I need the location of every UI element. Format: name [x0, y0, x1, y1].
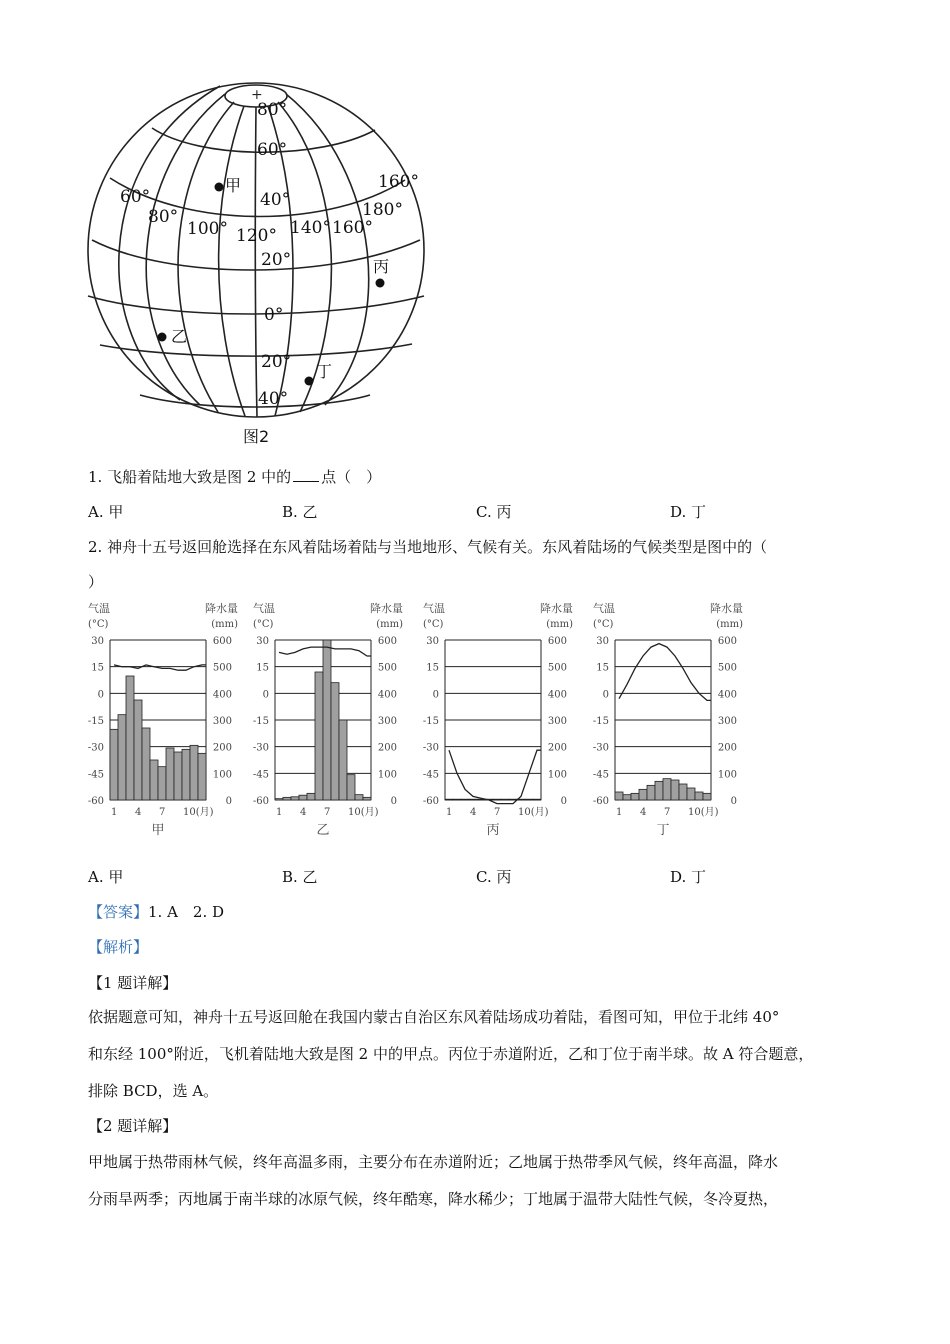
- chart-name-label: 丁: [656, 823, 670, 838]
- precip-bar: [150, 760, 158, 800]
- point-bing-label: 丙: [373, 257, 390, 276]
- precip-tick-label: 500: [212, 662, 232, 674]
- temp-tick-label: -45: [252, 769, 269, 781]
- temperature-line: [449, 750, 541, 803]
- latitude-labels: [257, 100, 291, 409]
- precip-tick-label: 500: [547, 662, 567, 674]
- precip-tick-label: 100: [377, 769, 397, 781]
- month-tick-label: 4: [640, 807, 647, 818]
- question-2-stem-end: ）: [88, 573, 104, 591]
- y-right-unit: (mm): [716, 619, 743, 630]
- precip-bar: [174, 752, 182, 800]
- month-tick-label: 7: [664, 807, 671, 818]
- lat-label: 80°: [257, 100, 288, 120]
- precip-tick-label: 300: [717, 716, 737, 727]
- precip-bar: [525, 799, 533, 800]
- chart-name-label: 甲: [151, 823, 165, 838]
- answer-blank: [293, 469, 319, 482]
- month-tick-label: 4: [470, 807, 477, 818]
- climate-charts: [80, 596, 760, 844]
- temp-tick-label: 15: [256, 662, 269, 674]
- precip-bar: [647, 785, 655, 800]
- lon-label: 140°: [290, 218, 331, 238]
- precip-tick-label: 600: [212, 636, 232, 647]
- precip-tick-label: 0: [730, 796, 737, 807]
- precip-tick-label: 200: [377, 742, 397, 754]
- month-tick-label: 7: [324, 807, 331, 818]
- y-right-label: 降水量: [205, 602, 238, 615]
- lon-label: 160°: [378, 172, 419, 192]
- y-right-unit: (mm): [211, 619, 238, 630]
- q2-option-b[interactable]: B. 乙: [282, 868, 318, 886]
- y-left-unit: (°C): [423, 619, 444, 630]
- precip-bar: [299, 795, 307, 800]
- temp-tick-label: -60: [87, 796, 104, 807]
- precip-bar: [533, 799, 541, 800]
- month-tick-label: 10(月): [518, 807, 549, 818]
- analysis-tag: 【解析】: [88, 938, 149, 956]
- q2-option-c[interactable]: C. 丙: [476, 868, 512, 886]
- month-tick-label: 1: [616, 807, 623, 818]
- precip-bar: [663, 779, 671, 800]
- precip-tick-label: 0: [560, 796, 567, 807]
- temp-tick-label: 30: [596, 636, 609, 647]
- precip-tick-label: 400: [377, 689, 397, 701]
- temp-tick-label: -45: [592, 769, 609, 781]
- temp-tick-label: -30: [592, 742, 609, 754]
- question-1-stem: [88, 466, 381, 487]
- precip-tick-label: 600: [547, 636, 567, 647]
- q2-option-d[interactable]: D. 丁: [670, 868, 707, 886]
- lat-label: 20°: [261, 352, 292, 372]
- y-left-label: 气温: [593, 602, 615, 615]
- lat-label: 60°: [257, 140, 288, 160]
- precip-bar: [703, 793, 711, 800]
- precip-bar: [461, 799, 469, 800]
- q1-option-d[interactable]: D. 丁: [670, 503, 707, 521]
- precip-bar: [283, 797, 291, 800]
- lat-label: 20°: [261, 250, 292, 270]
- point-yi-label: 乙: [171, 327, 188, 346]
- svg-text:+: +: [251, 87, 263, 103]
- precip-bar: [166, 748, 174, 800]
- precip-bar: [679, 784, 687, 800]
- y-right-unit: (mm): [376, 619, 403, 630]
- precip-tick-label: 300: [377, 716, 397, 727]
- detail-2-line: 甲地属于热带雨林气候，终年高温多雨，主要分布在赤道附近；乙地属于热带季风气候，终年高温，降水: [88, 1153, 779, 1171]
- temp-tick-label: -60: [592, 796, 609, 807]
- lon-label: 100°: [187, 219, 228, 239]
- precip-bar: [323, 640, 331, 800]
- month-tick-label: 7: [159, 807, 166, 818]
- temp-tick-label: 30: [256, 636, 269, 647]
- detail-2-tag: 【2 题详解】: [88, 1117, 178, 1135]
- q1-option-b[interactable]: B. 乙: [282, 503, 318, 521]
- temp-tick-label: -45: [422, 769, 439, 781]
- precip-tick-label: 300: [212, 716, 232, 727]
- precip-bar: [275, 799, 283, 800]
- precip-bar: [291, 797, 299, 800]
- precip-tick-label: 400: [717, 689, 737, 701]
- detail-1-tag: 【1 题详解】: [88, 974, 178, 992]
- precip-tick-label: 500: [377, 662, 397, 674]
- detail-2-line: 分雨旱两季；丙地属于南半球的冰原气候，终年酷寒，降水稀少；丁地属于温带大陆性气候，冬冷夏热，: [88, 1190, 779, 1208]
- temp-tick-label: -15: [87, 716, 104, 727]
- temp-tick-label: -30: [422, 742, 439, 754]
- point-bing-dot: [376, 279, 385, 288]
- temp-tick-label: 15: [426, 662, 439, 674]
- answer-text: 1. A 2. D: [148, 903, 225, 921]
- point-jia-dot: [215, 183, 224, 192]
- precip-bar: [347, 775, 355, 800]
- precip-tick-label: 600: [717, 636, 737, 647]
- question-2-stem: 2. 神舟十五号返回舱选择在东风着陆场着陆与当地地形、气候有关。东风着陆场的气候类型是图中的（: [88, 538, 768, 556]
- precip-tick-label: 100: [547, 769, 567, 781]
- precip-tick-label: 200: [212, 742, 232, 754]
- precip-bar: [110, 729, 118, 800]
- q1-option-a[interactable]: A. 甲: [88, 503, 124, 521]
- precip-bar: [118, 715, 126, 800]
- y-left-label: 气温: [253, 602, 275, 615]
- precip-bar: [331, 683, 339, 800]
- y-left-label: 气温: [88, 602, 110, 615]
- precip-bar: [615, 792, 623, 800]
- precip-bar: [198, 753, 206, 800]
- temp-tick-label: -60: [252, 796, 269, 807]
- chart-name-label: 丙: [486, 823, 500, 838]
- precip-bar: [142, 728, 150, 800]
- point-jia-label: 甲: [225, 176, 242, 195]
- temp-tick-label: -45: [87, 769, 104, 781]
- lon-label: 160°: [332, 218, 373, 238]
- precip-tick-label: 300: [547, 716, 567, 727]
- precip-bar: [363, 797, 371, 800]
- temp-tick-label: -60: [422, 796, 439, 807]
- precip-tick-label: 200: [547, 742, 567, 754]
- y-right-unit: (mm): [546, 619, 573, 630]
- lat-label: 0°: [264, 305, 284, 325]
- precip-bar: [695, 792, 703, 800]
- y-left-unit: (°C): [593, 619, 614, 630]
- month-tick-label: 1: [276, 807, 283, 818]
- y-right-label: 降水量: [540, 602, 573, 615]
- precip-bar: [623, 795, 631, 800]
- temp-tick-label: -30: [252, 742, 269, 754]
- detail-1-line: 和东经 100°附近，飞机着陆地大致是图 2 中的甲点。丙位于赤道附近，乙和丁位于南半球。故 A 符合题意，: [88, 1045, 814, 1063]
- precip-bar: [158, 767, 166, 800]
- precip-bar: [655, 781, 663, 800]
- q1-stem-b: 点（ ）: [321, 468, 382, 486]
- y-right-label: 降水量: [710, 602, 743, 615]
- precip-bar: [671, 780, 679, 800]
- answer-tag: 【答案】: [88, 903, 149, 921]
- answer-line: [88, 901, 224, 922]
- lon-label: 120°: [236, 226, 277, 246]
- precip-tick-label: 400: [212, 689, 232, 701]
- temp-tick-label: -15: [252, 716, 269, 727]
- month-tick-label: 10(月): [183, 807, 214, 818]
- precip-bar: [509, 799, 517, 800]
- point-ding-dot: [305, 377, 314, 386]
- temp-tick-label: 0: [602, 689, 609, 701]
- figure-caption: 图2: [243, 427, 270, 446]
- precip-tick-label: 400: [547, 689, 567, 701]
- month-tick-label: 7: [494, 807, 501, 818]
- precip-bar: [315, 672, 323, 800]
- precip-bar: [126, 676, 134, 800]
- precip-tick-label: 0: [390, 796, 397, 807]
- y-right-label: 降水量: [370, 602, 403, 615]
- temp-tick-label: 15: [91, 662, 104, 674]
- precip-bar: [501, 799, 509, 800]
- globe-figure: [80, 75, 430, 420]
- temp-tick-label: 30: [91, 636, 104, 647]
- y-left-label: 气温: [423, 602, 445, 615]
- month-tick-label: 1: [446, 807, 453, 818]
- precip-tick-label: 200: [717, 742, 737, 754]
- precip-bar: [182, 749, 190, 800]
- precip-bar: [339, 720, 347, 800]
- temp-tick-label: 0: [262, 689, 269, 701]
- y-left-unit: (°C): [253, 619, 274, 630]
- month-tick-label: 4: [300, 807, 307, 818]
- lon-label: 60°: [120, 187, 151, 207]
- point-ding-label: 丁: [316, 362, 333, 381]
- temp-tick-label: 30: [426, 636, 439, 647]
- chart-name-label: 乙: [316, 823, 330, 838]
- temperature-line: [619, 644, 711, 701]
- q1-option-c[interactable]: C. 丙: [476, 503, 512, 521]
- globe-grid: [88, 83, 424, 417]
- precip-bar: [631, 793, 639, 800]
- temp-tick-label: 0: [97, 689, 104, 701]
- precip-bar: [307, 793, 315, 800]
- point-yi-dot: [158, 333, 167, 342]
- month-tick-label: 4: [135, 807, 142, 818]
- precip-bar: [493, 799, 501, 800]
- precip-bar: [445, 799, 453, 800]
- precip-tick-label: 0: [225, 796, 232, 807]
- lon-label: 180°: [362, 200, 403, 220]
- detail-1-line: 依据题意可知，神舟十五号返回舱在我国内蒙古自治区东风着陆场成功着陆，看图可知，甲位于北纬 40°: [88, 1008, 780, 1026]
- temperature-line: [114, 665, 206, 670]
- precip-tick-label: 600: [377, 636, 397, 647]
- detail-1-line: 排除 BCD，选 A。: [88, 1082, 219, 1100]
- precip-bar: [453, 799, 461, 800]
- precip-tick-label: 500: [717, 662, 737, 674]
- precip-bar: [190, 745, 198, 800]
- temp-tick-label: 0: [432, 689, 439, 701]
- precip-bar: [639, 789, 647, 800]
- temp-tick-label: -15: [422, 716, 439, 727]
- temp-tick-label: -15: [592, 716, 609, 727]
- temp-tick-label: 15: [596, 662, 609, 674]
- precip-tick-label: 100: [717, 769, 737, 781]
- q1-stem-a: 1. 飞船着陆地大致是图 2 中的: [88, 468, 292, 486]
- precip-bar: [469, 799, 477, 800]
- month-tick-label: 10(月): [348, 807, 379, 818]
- q2-option-a[interactable]: A. 甲: [88, 868, 124, 886]
- y-left-unit: (°C): [88, 619, 109, 630]
- lon-label: 80°: [148, 207, 179, 227]
- precip-bar: [355, 795, 363, 800]
- precip-tick-label: 100: [212, 769, 232, 781]
- month-tick-label: 1: [111, 807, 118, 818]
- lat-label: 40°: [258, 389, 289, 409]
- lat-label: 40°: [260, 190, 291, 210]
- month-tick-label: 10(月): [688, 807, 719, 818]
- temp-tick-label: -30: [87, 742, 104, 754]
- precip-bar: [134, 700, 142, 800]
- precip-bar: [687, 788, 695, 800]
